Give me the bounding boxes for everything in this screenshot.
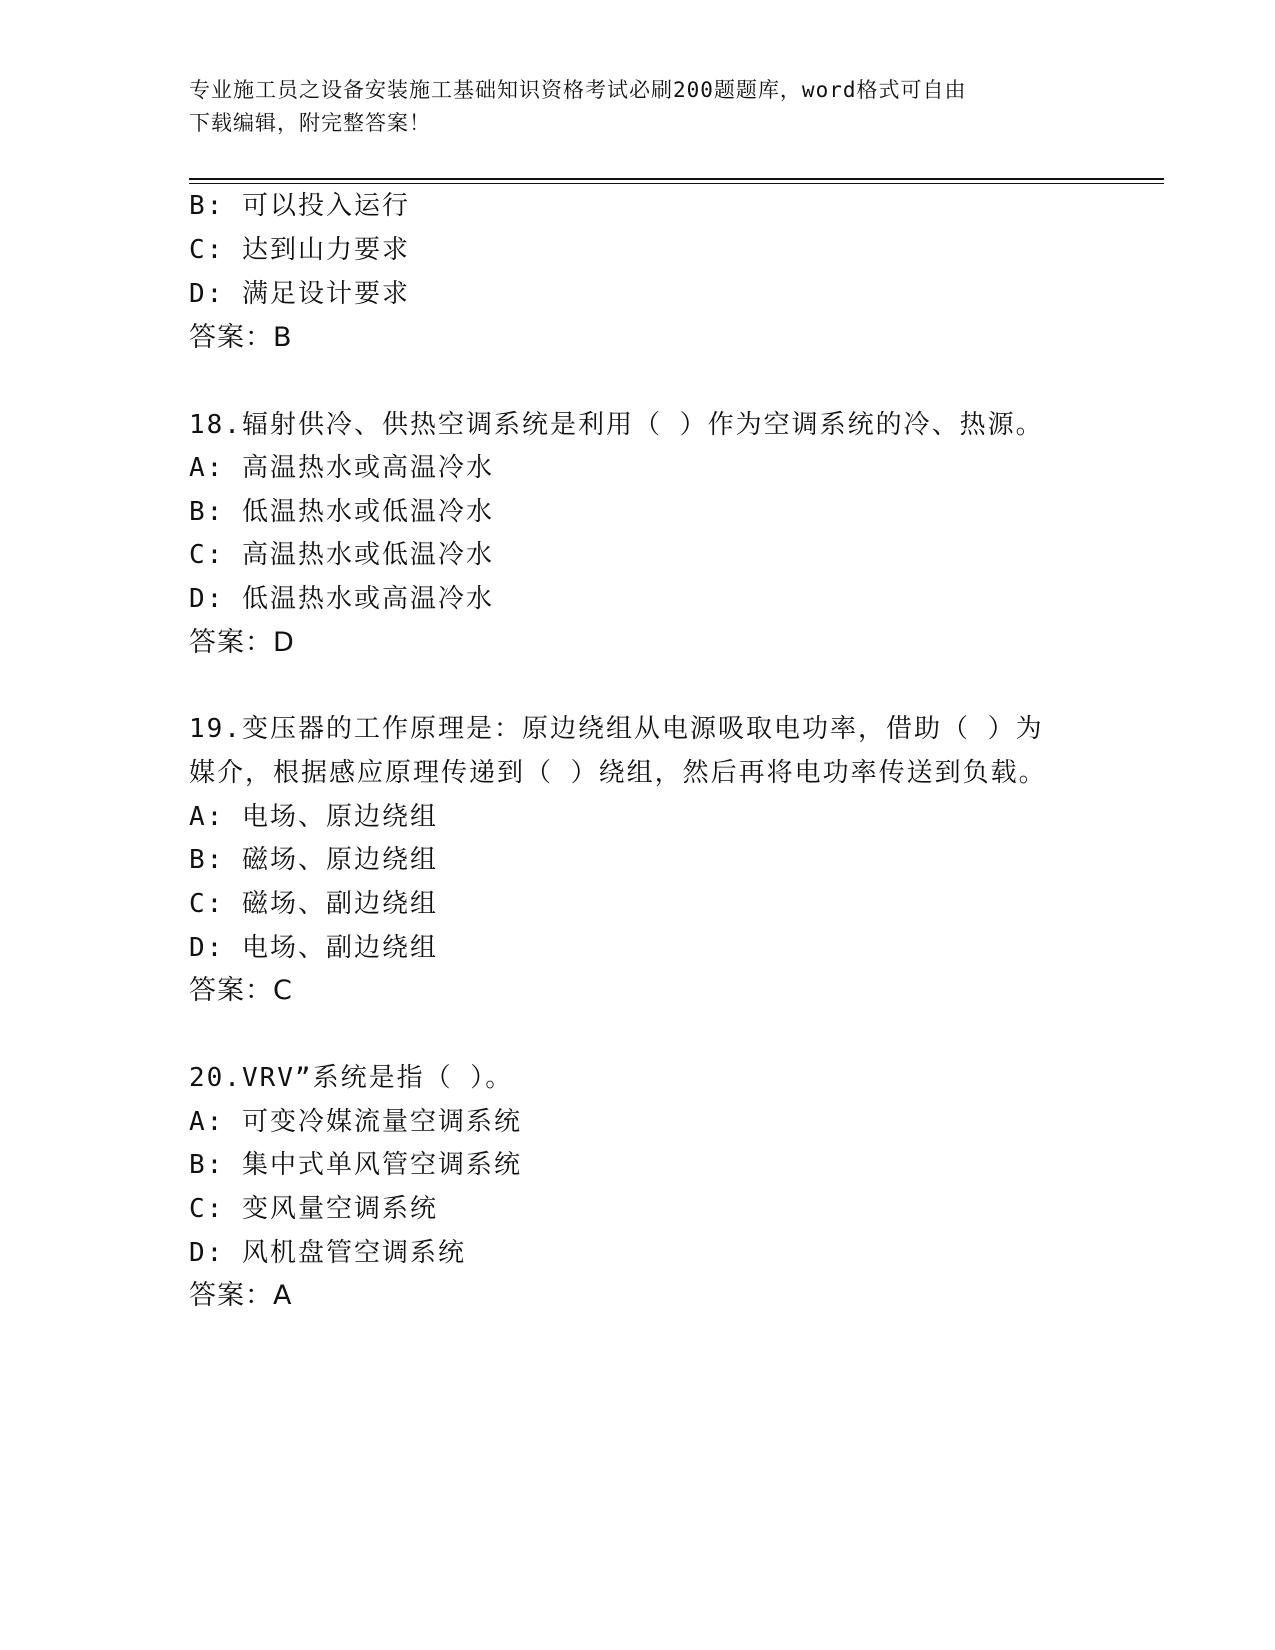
q18-question: 18.辐射供冷、供热空调系统是利用（ ）作为空调系统的冷、热源。 (189, 410, 1044, 440)
page-header (189, 74, 1089, 140)
q18-option-c: C: 高温热水或低温冷水 (189, 540, 494, 570)
q19-option-c: C: 磁场、副边绕组 (189, 889, 438, 919)
q19-question-line-2: 媒介，根据感应原理传递到（ ）绕组，然后再将电功率传送到负载。 (189, 758, 1047, 788)
q20-option-d: D: 风机盘管空调系统 (189, 1238, 466, 1268)
q20-option-a: A: 可变冷媒流量空调系统 (189, 1107, 522, 1137)
q20-question: 20.VRV”系统是指（ ）。 (189, 1063, 514, 1093)
q19-option-b: B: 磁场、原边绕组 (189, 845, 438, 875)
q17-option-d: D: 满足设计要求 (189, 279, 410, 309)
q20-option-c: C: 变风量空调系统 (189, 1194, 438, 1224)
q17-option-b: B: 可以投入运行 (189, 191, 410, 221)
q17-answer: 答案：B (189, 322, 293, 353)
q20-answer: 答案：A (189, 1280, 293, 1311)
q17-option-c: C: 达到山力要求 (189, 235, 410, 265)
header-rule-thick (189, 178, 1164, 180)
q20-option-b: B: 集中式单风管空调系统 (189, 1150, 522, 1180)
q18-answer: 答案：D (189, 627, 295, 658)
q19-option-a: A: 电场、原边绕组 (189, 802, 438, 832)
q19-question-line-1: 19.变压器的工作原理是：原边绕组从电源吸取电功率，借助（ ）为 (189, 714, 1044, 744)
header-line-1: 专业施工员之设备安装施工基础知识资格考试必刷200题题库，word格式可自由 (189, 78, 967, 102)
q19-option-d: D: 电场、副边绕组 (189, 933, 438, 963)
q19-answer: 答案：C (189, 975, 293, 1006)
header-line-2: 下载编辑，附完整答案！ (189, 111, 431, 135)
header-rule-thin (189, 183, 1164, 184)
q18-option-d: D: 低温热水或高温冷水 (189, 584, 494, 614)
q18-option-b: B: 低温热水或低温冷水 (189, 497, 494, 527)
q18-option-a: A: 高温热水或高温冷水 (189, 453, 494, 483)
